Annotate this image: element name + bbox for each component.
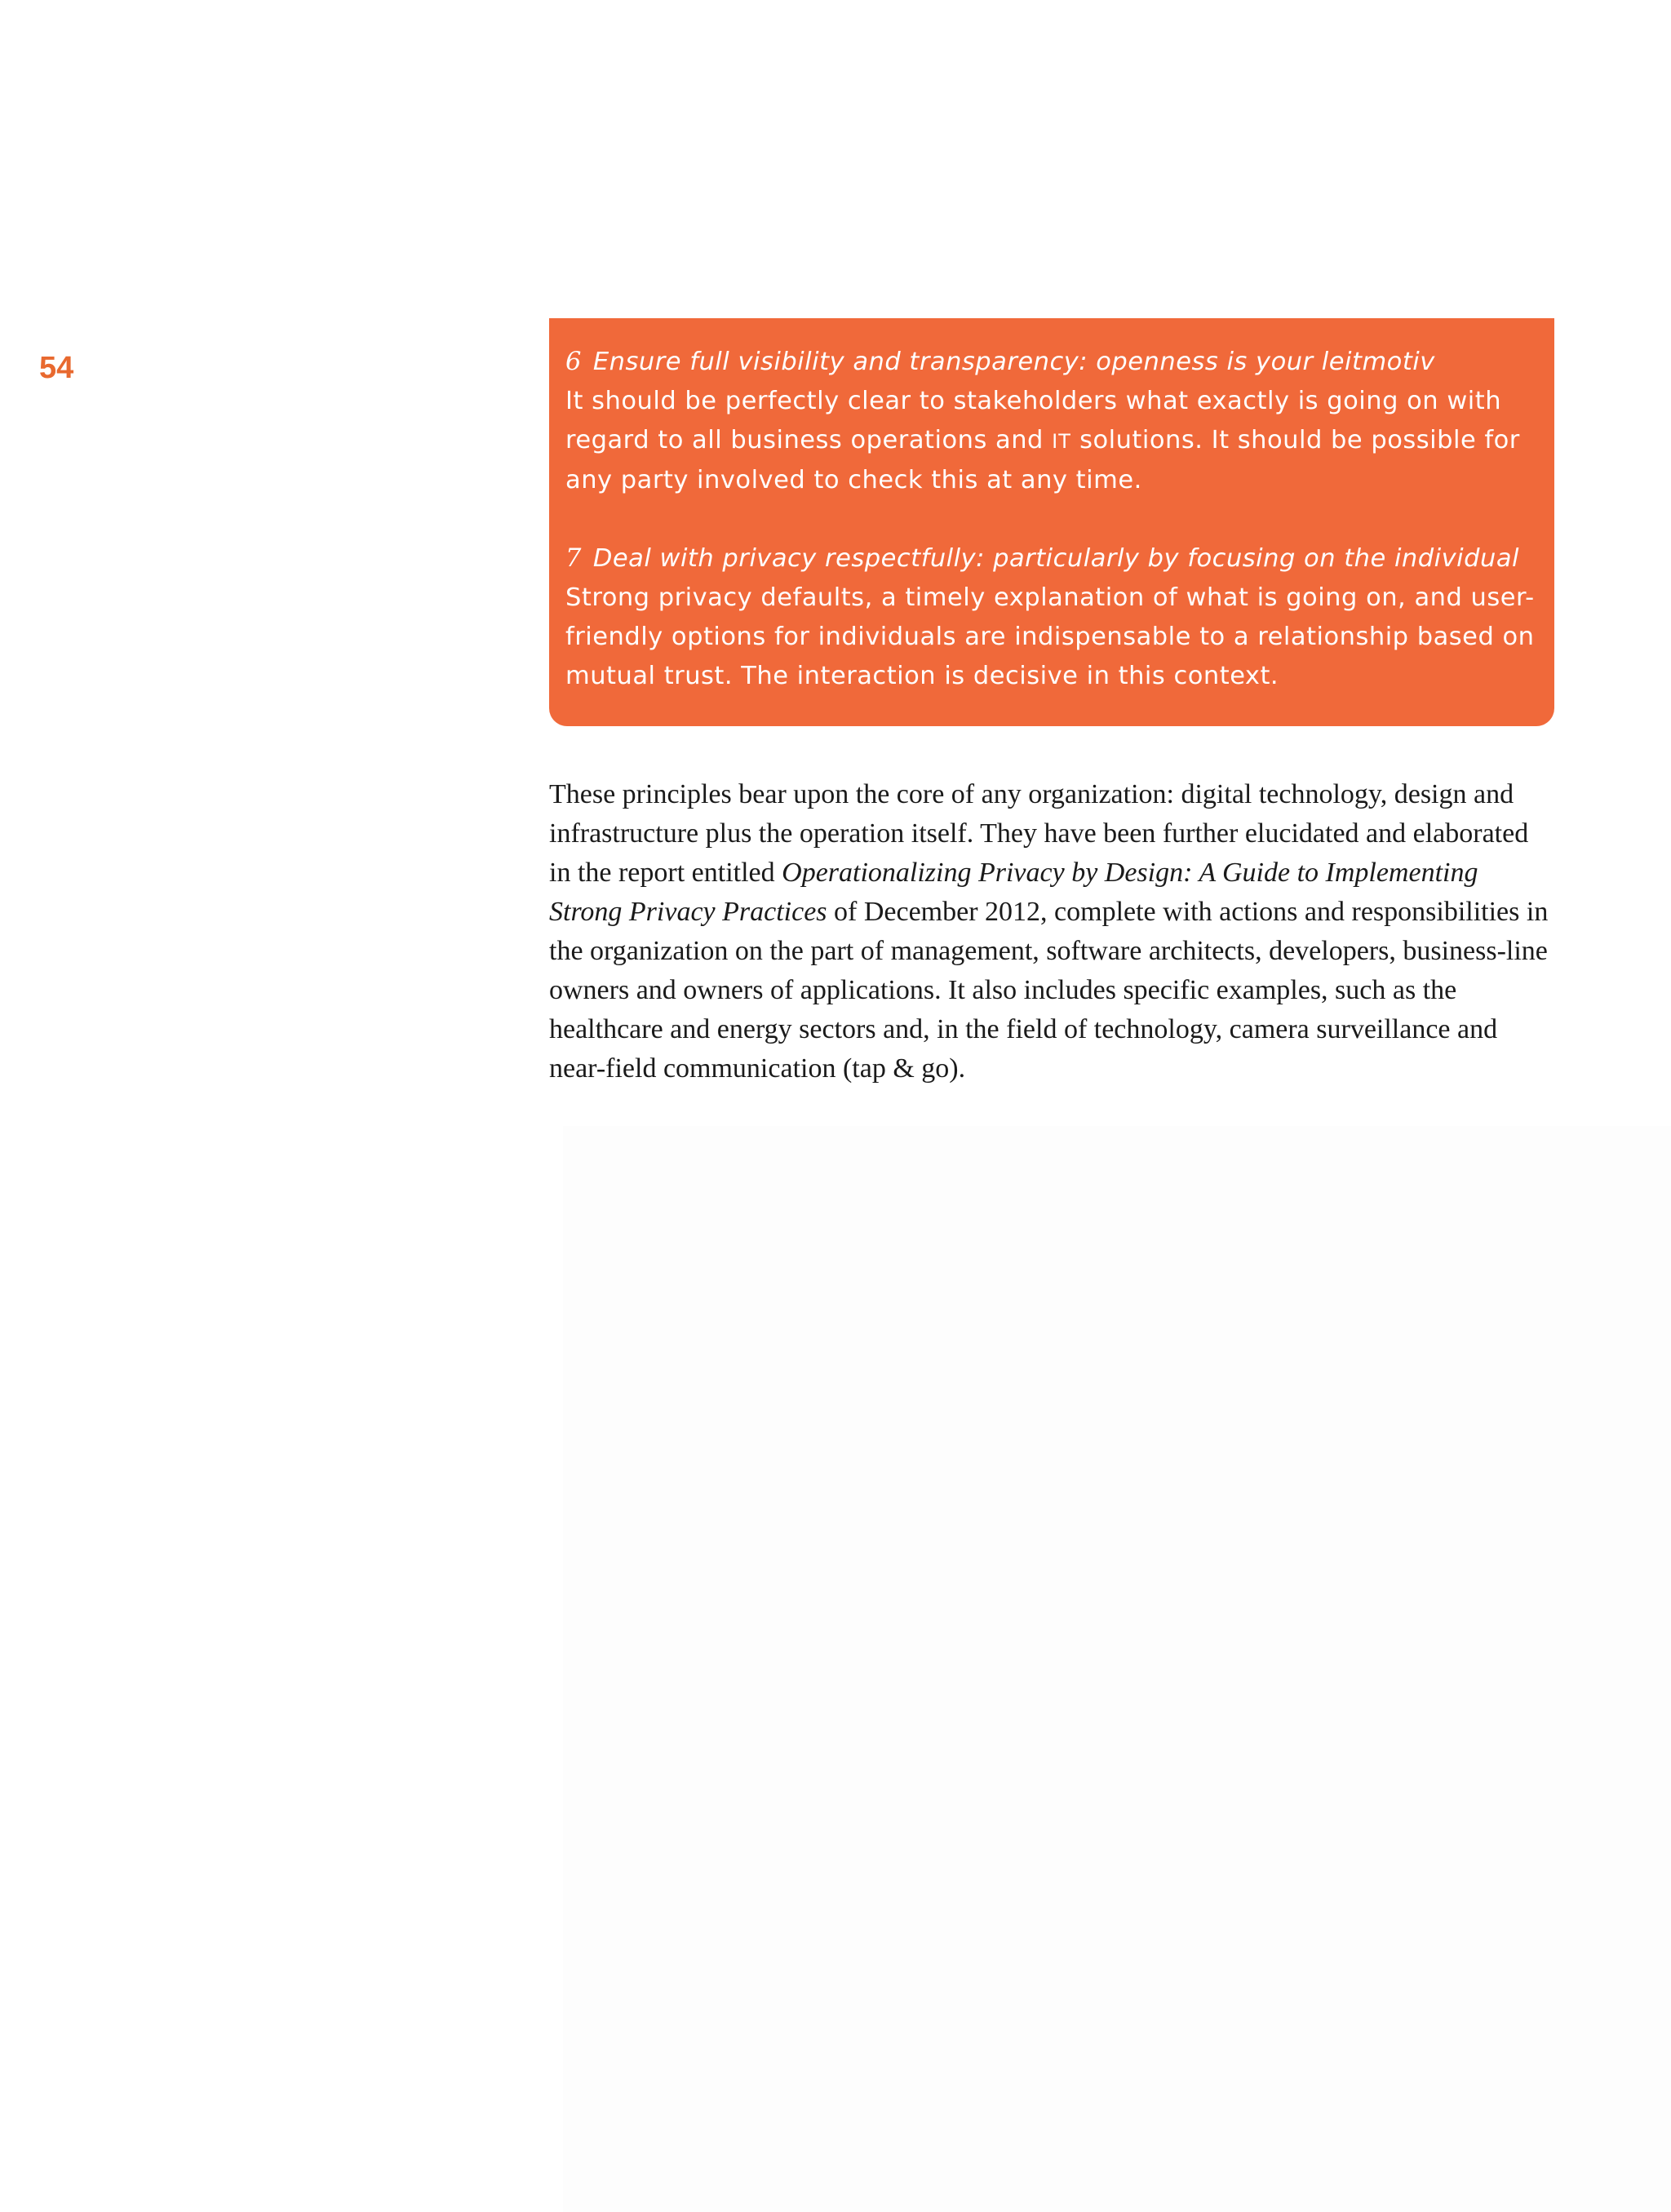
page-background-shade bbox=[563, 1126, 1671, 2212]
principle-body: Strong privacy defaults, a timely explanation of what is going on, and user-friendly options for individuals are indispensable to a relationship based on mutual trust. The interaction is decisive in this context. bbox=[565, 583, 1535, 690]
principle-body-text-end: solutions. It should be possible for any party involved to check this at any time. bbox=[565, 426, 1520, 494]
body-text-start: These principles bear upon the core of any organization: digital technology, design and infrastructure plus the operation itself. They have been further elucidated and elaborated in the report entitled bbox=[549, 779, 1529, 888]
page-number: 54 bbox=[39, 351, 74, 385]
principle-title: Ensure full visibility and transparency: openness is your leitmotiv bbox=[592, 348, 1435, 376]
principle-heading bbox=[565, 539, 1543, 578]
it-abbreviation: IT bbox=[1052, 430, 1071, 453]
principle-body bbox=[565, 382, 1543, 500]
principle-7 bbox=[565, 539, 1543, 696]
body-text-end: of December 2012, complete with actions and responsibilities in the organization on the part of management, software architects, developers, business-line owners and owners of applications. It also includes specific examples, such as the healthcare and energy sectors and, in the field of technology, camera surveillance and near-field communication (tap & go). bbox=[549, 897, 1549, 1084]
report-title: Operationalizing Privacy by Design: A Guide to Implementing Strong Privacy Practices bbox=[549, 858, 1478, 927]
principles-callout-box bbox=[549, 318, 1554, 726]
principle-number: 6 bbox=[565, 348, 582, 376]
principle-number: 7 bbox=[565, 544, 582, 573]
principle-body-text: It should be perfectly clear to stakeholders what exactly is going on with regard to all business operations and bbox=[565, 387, 1502, 454]
principle-heading bbox=[565, 343, 1543, 382]
body-paragraph bbox=[549, 775, 1554, 1088]
principle-title: Deal with privacy respectfully: particularly by focusing on the individual bbox=[592, 544, 1519, 573]
principle-6 bbox=[565, 343, 1543, 500]
